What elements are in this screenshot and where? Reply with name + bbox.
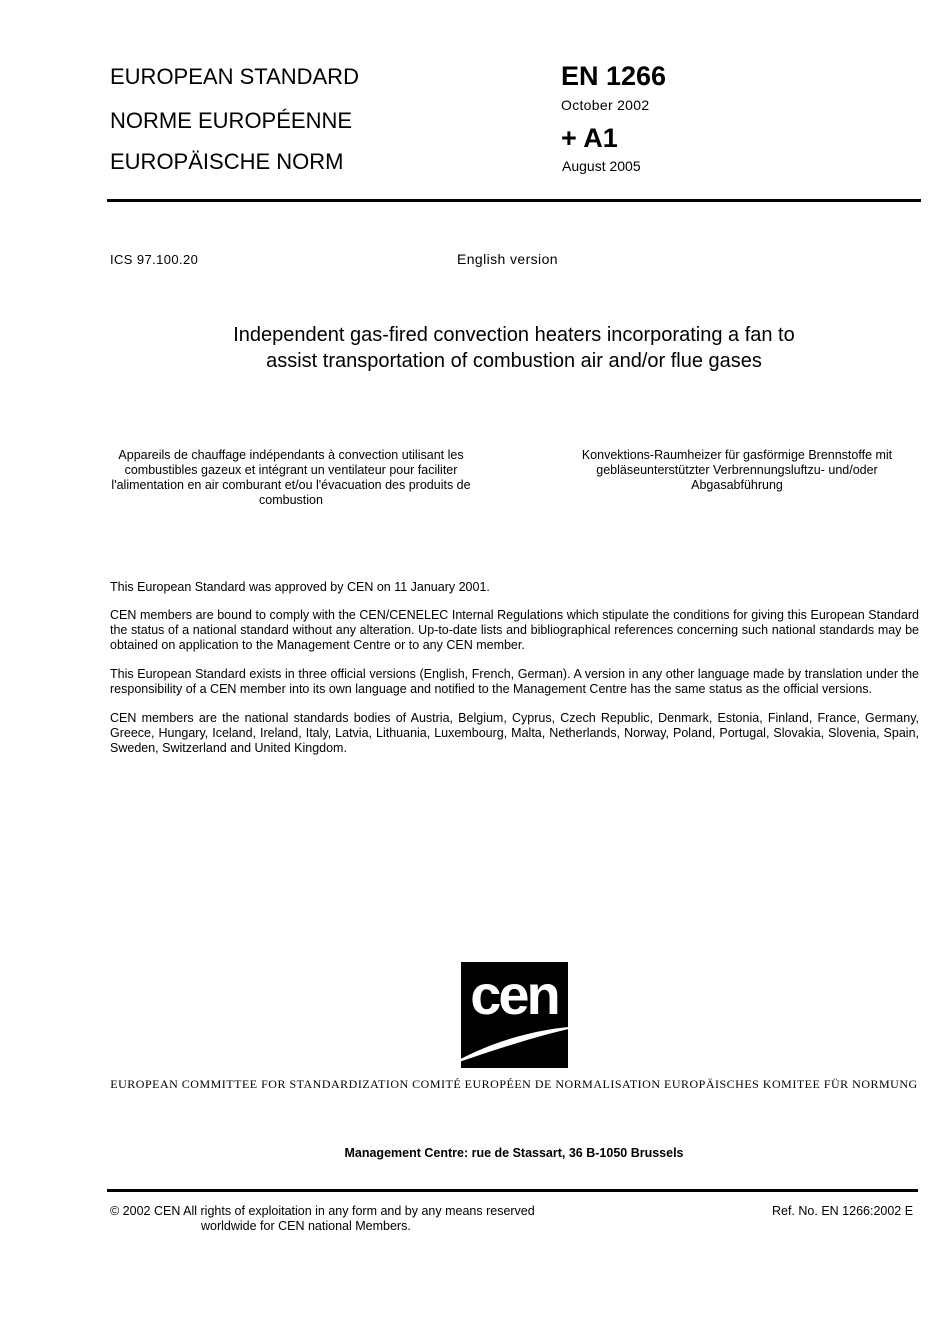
amendment-date: August 2005 (562, 158, 641, 174)
copyright-line-2: worldwide for CEN national Members. (201, 1219, 411, 1233)
title-line-2: assist transportation of combustion air and/or flue gases (266, 350, 762, 372)
header-rule (107, 199, 921, 202)
committee-name: EUROPEAN COMMITTEE FOR STANDARDIZATION COMITÉ EUROPÉEN DE NORMALISATION EUROPÄISCHES KOMITEE FÜR NORMUNG (110, 1077, 918, 1091)
title-french: Appareils de chauffage indépendants à convection utilisant les combustibles gazeux et intégrant un ventilateur pour faciliter l'alimentation en air comburant et/ou l'évacuation des produits de combustion (111, 448, 471, 507)
copyright-line-1: © 2002 CEN All rights of exploitation in any form and by any means reserved (110, 1204, 535, 1218)
footer-rule (107, 1189, 918, 1192)
standard-label-fr: NORME EUROPÉENNE (110, 108, 353, 133)
title-german: Konvektions-Raumheizer für gasförmige Brennstoffe mit gebläseunterstützter Verbrennungsluftzu- und/oder Abgasabführung (581, 448, 893, 492)
approval-paragraph: This European Standard was approved by CEN on 11 January 2001. (110, 580, 490, 594)
standard-label-de: EUROPÄISCHE NORM (110, 149, 344, 174)
standard-label-en: EUROPEAN STANDARD (110, 64, 359, 89)
ics-code: ICS 97.100.20 (110, 252, 199, 267)
amendment-number: + A1 (561, 123, 618, 153)
reference-number: Ref. No. EN 1266:2002 E (772, 1204, 914, 1218)
language-version: English version (457, 251, 558, 267)
title-line-1: Independent gas-fired convection heaters incorporating a fan to (233, 324, 795, 346)
document-title (110, 322, 918, 374)
regulations-paragraph: CEN members are bound to comply with the CEN/CENELEC Internal Regulations which stipulate the conditions for giving this European Standard the status of a national standard without any alteration. Up-to-date lists and bibliographical references concerning such national standards may be obtained on application to the Management Centre or to any CEN member. (110, 608, 919, 652)
standard-number: EN 1266 (561, 61, 667, 91)
members-paragraph: CEN members are the national standards bodies of Austria, Belgium, Cyprus, Czech Republic, Denmark, Estonia, Finland, France, Germany, Greece, Hungary, Iceland, Ireland, Italy, Latvia, Lithuania, Luxembourg, Malta, Netherlands, Norway, Poland, Portugal, Slovakia, Slovenia, Spain, Sweden, Switzerland and United Kingdom. (110, 711, 919, 755)
cen-logo-icon (448, 962, 582, 1068)
versions-paragraph: This European Standard exists in three official versions (English, French, German). A version in any other language made by translation under the responsibility of a CEN member into its own language and notified to the Management Centre has the same status as the official versions. (110, 667, 919, 696)
management-centre: Management Centre: rue de Stassart, 36 B-1050 Brussels (344, 1146, 684, 1160)
cen-logo-text: cen (470, 963, 558, 1026)
standard-date: October 2002 (561, 97, 650, 113)
